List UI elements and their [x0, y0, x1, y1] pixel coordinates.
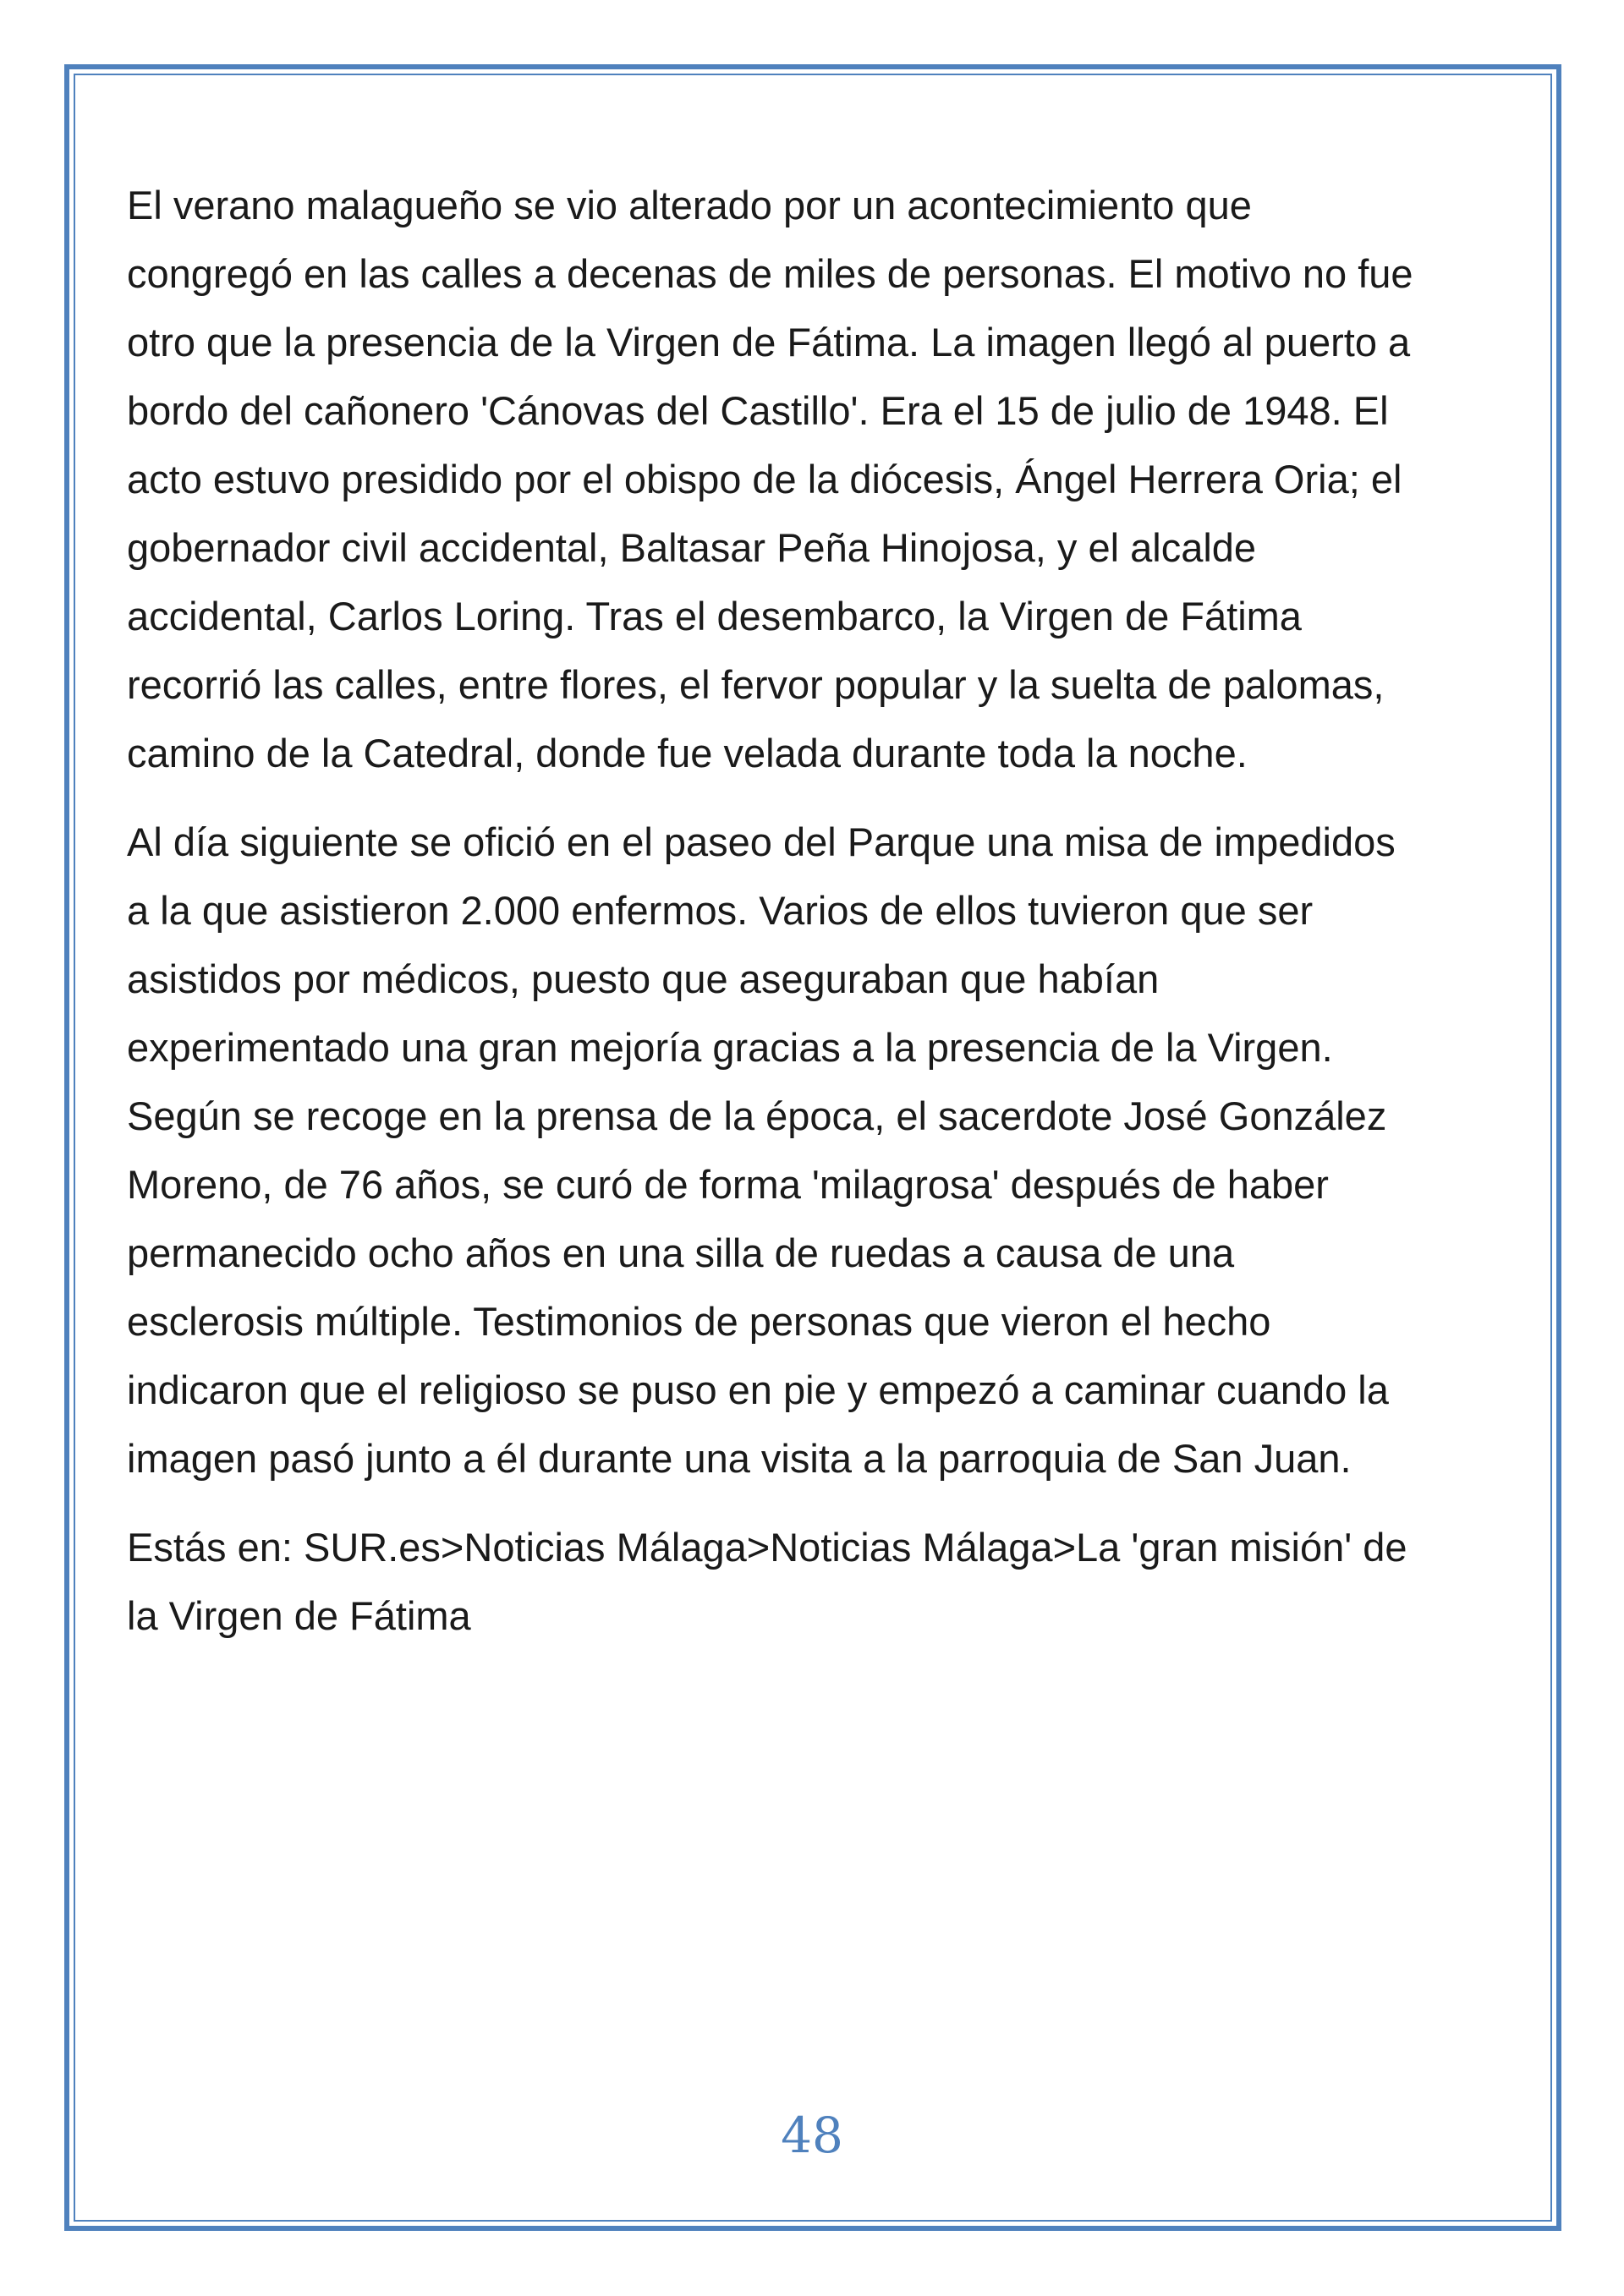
document-body	[127, 171, 1421, 1670]
page-number: 48	[781, 2107, 843, 2164]
paragraph-breadcrumb-source: Estás en: SUR.es>Noticias Málaga>Noticias Málaga>La 'gran misión' de la Virgen de Fátima	[127, 1525, 1407, 1638]
paragraph-mass: Al día siguiente se ofició en el paseo del Parque una misa de impedidos a la que asistieron 2.000 enfermos. Varios de ellos tuvieron que ser asistidos por médicos, puesto que aseguraban que habían experimentado una gran mejoría gracias a la presencia de la Virgen. Según se recoge en la prensa de la época, el sacerdote José González Moreno, de 76 años, se curó de forma 'milagrosa' después de haber permanecido ocho años en una silla de ruedas a causa de una esclerosis múltiple. Testimonios de personas que vieron el hecho indicaron que el religioso se puso en pie y empezó a caminar cuando la imagen pasó junto a él durante una visita a la parroquia de San Juan.	[127, 819, 1396, 1481]
paragraph-arrival: El verano malagueño se vio alterado por un acontecimiento que congregó en las calles a decenas de miles de personas. El motivo no fue otro que la presencia de la Virgen de Fátima. La imagen llegó al puerto a bordo del cañonero 'Cánovas del Castillo'. Era el 15 de julio de 1948. El acto estuvo presidido por el obispo de la diócesis, Ángel Herrera Oria; el gobernador civil accidental, Baltasar Peña Hinojosa, y el alcalde accidental, Carlos Loring. Tras el desembarco, la Virgen de Fátima recorrió las calles, entre flores, el fervor popular y la suelta de palomas, camino de la Catedral, donde fue velada durante toda la noche.	[127, 183, 1413, 775]
